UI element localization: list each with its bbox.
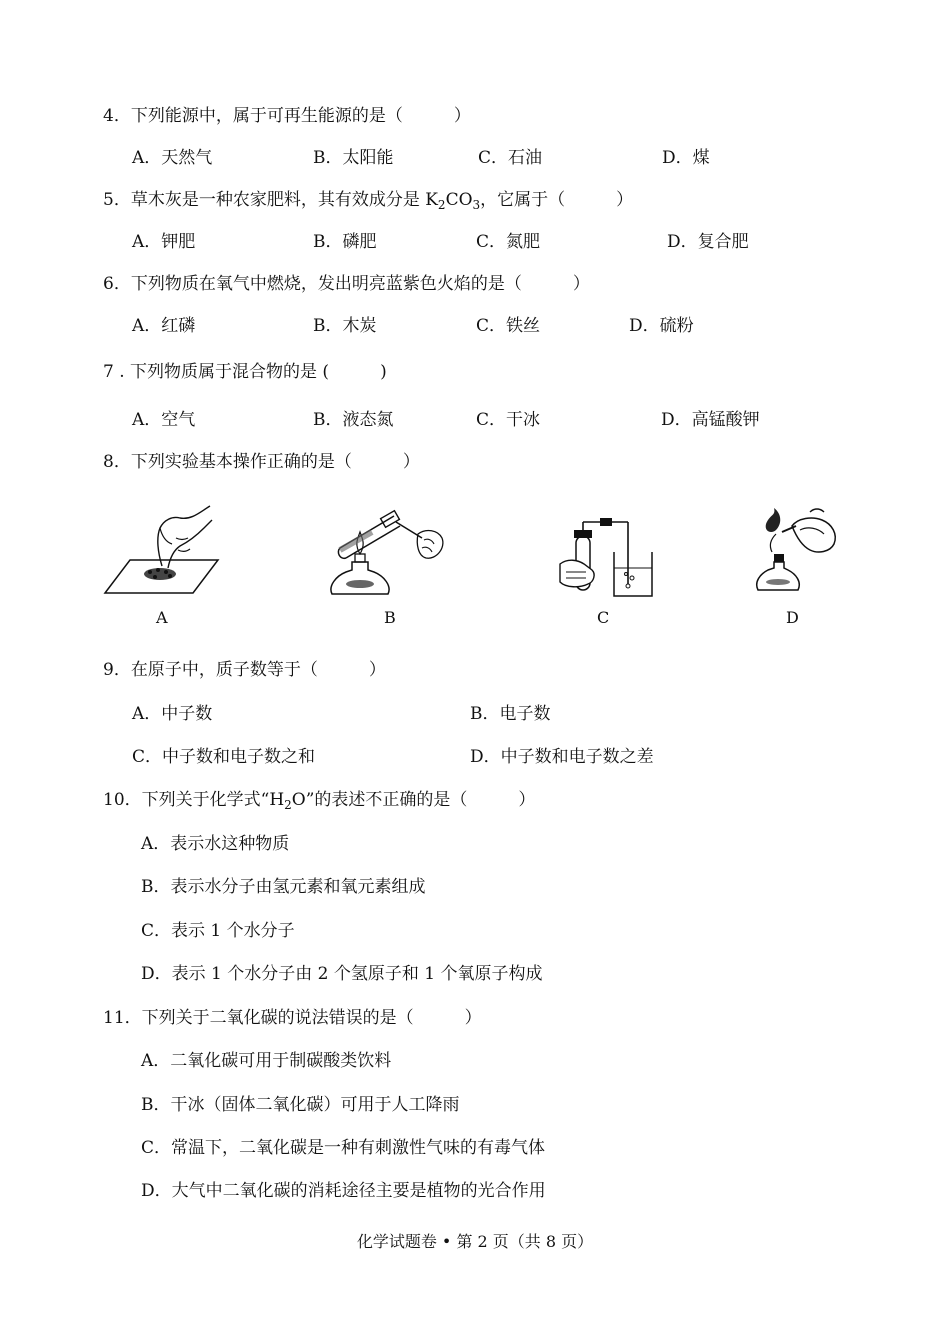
q5-stem-sub1: 2 [437, 198, 446, 212]
q11-option-c: C．常温下，二氧化碳是一种有刺激性气味的有毒气体 [141, 1138, 546, 1158]
q9-option-d: D．中子数和电子数之差 [470, 747, 654, 767]
q4-option-c: C．石油 [478, 148, 543, 168]
q7-option-d: D．高锰酸钾 [661, 410, 760, 430]
q11-option-a: A．二氧化碳可用于制碳酸类饮料 [141, 1051, 392, 1071]
experiment-c-label: C [597, 608, 610, 627]
q4-option-a: A．天然气 [132, 148, 213, 168]
q10-option-b: B．表示水分子由氢元素和氧元素组成 [141, 877, 426, 897]
q8-stem: 8．下列实验基本操作正确的是（ ） [103, 452, 420, 472]
q5-stem-pre: 5．草木灰是一种农家肥料，其有效成分是 K [103, 190, 438, 210]
q4-option-b: B．太阳能 [313, 148, 394, 168]
q5-option-d: D．复合肥 [667, 232, 749, 252]
q10-stem-post: O”的表述不正确的是（ ） [291, 790, 536, 810]
q7-stem: 7 . 下列物质属于混合物的是 ( ) [103, 362, 387, 382]
q6-stem: 6．下列物质在氧气中燃烧，发出明亮蓝紫色火焰的是（ ） [103, 274, 590, 294]
q5-stem-post: ，它属于（ ） [480, 190, 634, 210]
q10-stem-pre: 10．下列关于化学式“H [103, 790, 285, 810]
q11-option-b: B．干冰（固体二氧化碳）可用于人工降雨 [141, 1095, 460, 1115]
q10-option-d: D．表示 1 个水分子由 2 个氢原子和 1 个氧原子构成 [141, 964, 543, 984]
q4-stem: 4．下列能源中，属于可再生能源的是（ ） [103, 106, 471, 126]
q5-option-c: C．氮肥 [476, 232, 541, 252]
experiment-b-label: B [384, 608, 396, 627]
q6-option-c: C．铁丝 [476, 316, 541, 336]
q5-option-b: B．磷肥 [313, 232, 377, 252]
experiment-c-figure [552, 512, 662, 602]
q9-option-a: A．中子数 [132, 704, 213, 724]
q7-option-b: B．液态氮 [313, 410, 394, 430]
page-footer: 化学试题卷 • 第 2 页（共 8 页） [356, 1232, 594, 1251]
q6-option-d: D．硫粉 [629, 316, 694, 336]
q6-option-a: A．红磷 [132, 316, 196, 336]
q10-stem [103, 789, 535, 811]
experiment-d-label: D [786, 608, 799, 627]
experiment-d-figure [752, 504, 842, 600]
q10-stem-sub: 2 [284, 798, 292, 812]
q7-option-a: A．空气 [132, 410, 196, 430]
q4-option-d: D．煤 [662, 148, 710, 168]
q9-option-c: C．中子数和电子数之和 [132, 747, 316, 767]
q5-stem-mid: CO [445, 190, 473, 210]
q5-stem-sub2: 3 [472, 198, 481, 212]
experiment-b-figure [322, 508, 452, 600]
q5-stem [103, 189, 633, 211]
q11-option-d: D．大气中二氧化碳的消耗途径主要是植物的光合作用 [141, 1181, 546, 1201]
q5-option-a: A．钾肥 [132, 232, 196, 252]
q11-stem: 11．下列关于二氧化碳的说法错误的是（ ） [103, 1008, 482, 1028]
q10-option-c: C．表示 1 个水分子 [141, 921, 295, 941]
experiment-a-label: A [156, 608, 168, 627]
q10-option-a: A．表示水这种物质 [141, 834, 290, 854]
q6-option-b: B．木炭 [313, 316, 377, 336]
q7-option-c: C．干冰 [476, 410, 541, 430]
experiment-a-figure [100, 498, 225, 598]
q9-stem: 9．在原子中，质子数等于（ ） [103, 660, 386, 680]
q9-option-b: B．电子数 [470, 704, 551, 724]
